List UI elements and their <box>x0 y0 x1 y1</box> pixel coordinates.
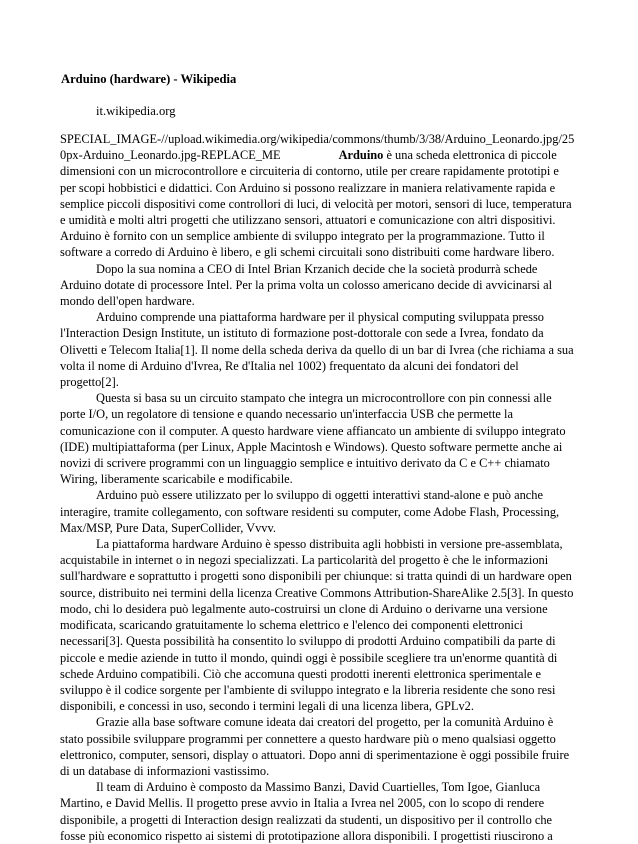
text-line <box>60 585 582 601</box>
text-line <box>60 828 582 844</box>
line-text: Olivetti e Telecom Italia[1]. Il nome della scheda deriva da quello di un bar di Ivrea (che richiama a sua <box>60 342 574 357</box>
line-text: 0px-Arduino_Leonardo.jpg-REPLACE_ME <box>60 148 281 163</box>
line-text: interagire, tramite collegamento, con software residenti su computer, come Adobe Flash, Processing, <box>60 504 560 519</box>
text-line <box>60 568 582 584</box>
line-text: volta il nome di Arduino d'Ivrea, Re d'Italia nel 1002) frequentato da alcuni dei fondatori del <box>60 358 519 373</box>
line-text: modo, chi lo desidera può legalmente auto-costruirsi un clone di Arduino o derivarne una versione <box>60 601 548 616</box>
line-text: novizi di scrivere programmi con un linguaggio semplice e intuitivo derivato da C e C++ chiamato <box>60 456 550 471</box>
line-text: disponibile, a progetti di Interaction design realizzati da studenti, un dispositivo per il controllo che <box>60 812 553 827</box>
line-text: source, distribuito nei termini della licenza Creative Commons Attribution-ShareAlike 2.5[3]. In questo <box>60 585 574 600</box>
text-line <box>60 212 582 228</box>
line-text: acquistabile in internet o in negozi specializzati. La particolarità del progetto è che le informazioni <box>60 553 549 568</box>
line-text: Questa si basa su un circuito stampato che integra un microcontrollore con pin connessi alle <box>96 391 552 406</box>
text-line <box>60 617 582 633</box>
text-line <box>60 520 582 536</box>
text-line <box>60 131 582 147</box>
line-text: progetto[2]. <box>60 375 119 390</box>
article-body <box>60 131 582 844</box>
line-text: piccole e medie aziende in tutto il mondo, quindi oggi è possibile scegliere tra un'enorme quantità di <box>60 650 558 665</box>
text-line <box>60 325 582 341</box>
text-line <box>60 763 582 779</box>
line-text: di un database di informazioni vastissimo. <box>60 763 270 778</box>
text-line <box>60 147 582 163</box>
line-text: Il team di Arduino è composto da Massimo Banzi, David Cuartielles, Tom Igoe, Gianluca <box>96 780 541 795</box>
line-text: schede Arduino compatibili. Ciò che accomuna questi prodotti inerenti elettronica sperimentale e <box>60 666 542 681</box>
text-line <box>60 504 582 520</box>
line-text-rest: è una scheda elettronica di piccole <box>383 148 557 163</box>
text-line <box>60 261 582 277</box>
document-title: Arduino (hardware) - Wikipedia <box>61 72 237 86</box>
text-line <box>60 228 582 244</box>
line-text: Arduino è fornito con un semplice ambiente di sviluppo integrato per la programmazione. Tutto il <box>60 229 545 244</box>
text-line <box>60 812 582 828</box>
text-line <box>60 666 582 682</box>
line-text: disponibili, e concessi in uso, secondo i termini legali di una licenza libera, GPLv2. <box>60 699 474 714</box>
line-text: e umidità e molti altri progetti che utilizzano sensori, attuatori e comunicazione con altri dispositivi. <box>60 213 556 228</box>
text-line <box>60 423 582 439</box>
text-line <box>60 682 582 698</box>
text-line <box>60 714 582 730</box>
line-text: Dopo la sua nomina a CEO di Intel Brian Krzanich decide che la società produrrà schede <box>96 261 538 276</box>
text-line <box>60 552 582 568</box>
line-text: Arduino dotate di processore Intel. Per la prima volta un colosso americano decide di avvicinarsi al <box>60 277 553 292</box>
text-line <box>60 650 582 666</box>
text-line <box>60 779 582 795</box>
text-line <box>60 342 582 358</box>
line-text: sull'hardware e soprattutto i progetti sono disponibili per chiunque: si tratta quindi di un hardware open <box>60 569 572 584</box>
text-line <box>60 601 582 617</box>
source-domain: it.wikipedia.org <box>96 104 176 118</box>
text-line <box>60 795 582 811</box>
line-text: stato possibile sviluppare programmi per connettere a questo hardware più o meno qualsiasi oggetto <box>60 731 556 746</box>
text-line <box>60 471 582 487</box>
text-line <box>60 747 582 763</box>
line-text: Arduino comprende una piattaforma hardware per il physical computing sviluppata presso <box>96 310 544 325</box>
text-line <box>60 487 582 503</box>
text-line <box>60 163 582 179</box>
line-text: Wiring, liberamente scaricabile e modificabile. <box>60 472 293 487</box>
text-line <box>60 633 582 649</box>
line-text: Martino, e David Mellis. Il progetto prese avvio in Italia a Ivrea nel 2005, con lo scopo di rendere <box>60 796 545 811</box>
text-line <box>60 277 582 293</box>
line-text: necessari[3]. Questa possibilità ha consentito lo sviluppo di prodotti Arduino compatibili da parte di <box>60 634 556 649</box>
text-line <box>60 309 582 325</box>
line-text: La piattaforma hardware Arduino è spesso distribuita agli hobbisti in versione pre-assemblata, <box>96 537 563 552</box>
text-line <box>60 406 582 422</box>
line-text: l'Interaction Design Institute, un istituto di formazione post-dottorale con sede a Ivrea, fondato da <box>60 326 544 341</box>
text-line <box>60 439 582 455</box>
text-line <box>60 731 582 747</box>
line-text: mondo dell'open hardware. <box>60 294 195 309</box>
line-text: per scopi hobbistici e didattici. Con Arduino si possono realizzare in maniera relativamente rapida e <box>60 180 556 195</box>
text-line <box>60 293 582 309</box>
line-text: software a corredo di Arduino è libero, e gli schemi circuitali sono distribuiti come hardware libero. <box>60 245 555 260</box>
text-line <box>60 455 582 471</box>
text-line <box>60 358 582 374</box>
line-text: comunicazione con il computer. A questo hardware viene affiancato un ambiente di sviluppo integrato <box>60 423 566 438</box>
line-text: sviluppo è il codice sorgente per l'ambiente di sviluppo integrato e la libreria residente che sono resi <box>60 682 556 697</box>
line-text: elettronico, computer, sensori, display o attuatori. Dopo anni di sperimentazione è oggi possibile fruire <box>60 747 570 762</box>
line-text: Arduino può essere utilizzato per lo sviluppo di oggetti interattivi stand-alone e può anche <box>96 488 543 503</box>
line-text: semplice piccoli dispositivi come controllori di luci, di velocità per motori, sensori di luce, temperatura <box>60 196 572 211</box>
text-line <box>60 196 582 212</box>
line-text: dimensioni con un microcontrollore e circuiteria di contorno, utile per creare rapidamente prototipi e <box>60 164 559 179</box>
text-line <box>60 244 582 260</box>
text-line <box>60 698 582 714</box>
text-line <box>60 374 582 390</box>
line-text: SPECIAL_IMAGE-//upload.wikimedia.org/wikipedia/commons/thumb/3/38/Arduino_Leonardo.jpg/25 <box>60 132 575 146</box>
line-text: (IDE) multipiattaforma (per Linux, Apple Macintosh e Windows). Questo software permette anche ai <box>60 439 563 454</box>
line-text: Grazie alla base software comune ideata dai creatori del progetto, per la comunità Arduino è <box>96 715 554 730</box>
line-text: modificata, scaricando gratuitamente lo schema elettrico e l'elenco dei componenti elettronici <box>60 618 523 633</box>
text-line <box>60 180 582 196</box>
text-line <box>60 390 582 406</box>
line-text: fosse più economico rispetto ai sistemi di prototipazione allora disponibili. I progettisti riuscirono a <box>60 828 553 843</box>
line-text: Max/MSP, Pure Data, SuperCollider, Vvvv. <box>60 520 276 535</box>
text-line <box>60 536 582 552</box>
line-text: porte I/O, un regolatore di tensione e quando necessario un'interfaccia USB che permette la <box>60 407 513 422</box>
bold-term: Arduino <box>338 148 384 163</box>
